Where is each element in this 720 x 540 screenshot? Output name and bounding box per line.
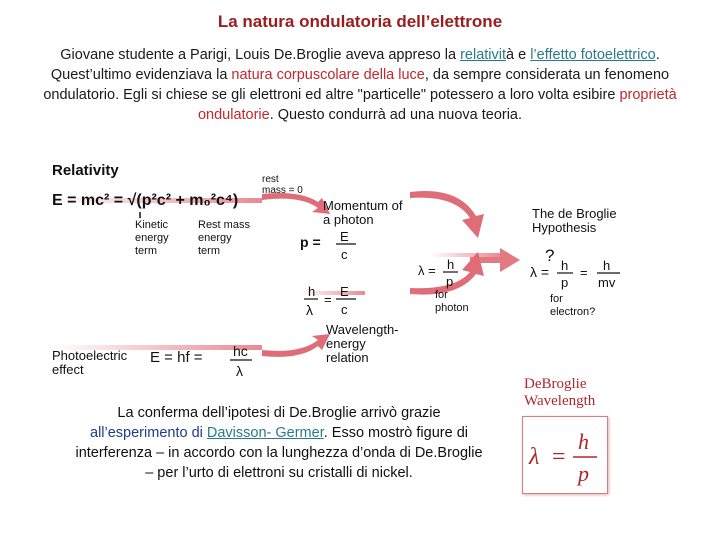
- equals-sign: =: [324, 292, 332, 307]
- davisson-germer-link[interactable]: Davisson- Germer: [206, 425, 324, 441]
- photoelectric-link[interactable]: l’effetto fotoelettrico: [530, 47, 656, 63]
- for-photon-note: for: [435, 289, 448, 301]
- wavelength-energy-label: relation: [326, 350, 369, 365]
- for-electron-note: for: [550, 293, 563, 305]
- conclusion-paragraph: [72, 403, 486, 483]
- fraction-numerator: h: [308, 284, 316, 299]
- fraction-denominator: λ: [306, 302, 313, 318]
- fraction-denominator: p: [446, 274, 454, 289]
- curved-arrow-icon: [410, 191, 484, 238]
- momentum-label: a photon: [323, 212, 374, 227]
- fraction-numerator: hc: [233, 343, 248, 359]
- lambda-symbol: λ: [529, 444, 540, 470]
- for-electron-note: electron?: [550, 306, 596, 318]
- fraction-denominator: λ: [236, 363, 243, 379]
- conclusion-text: La conferma dell’ipotesi di De.Broglie arrivò grazie: [117, 405, 441, 421]
- debroglie-equation: λ =: [530, 264, 550, 280]
- kinetic-term-label: term: [135, 245, 157, 257]
- intro-text: . Questo condurrà ad una nuova teoria.: [269, 107, 523, 123]
- debroglie-derivation-diagram: [0, 150, 720, 390]
- fraction-numerator: E: [340, 284, 349, 299]
- fraction-numerator: h: [603, 258, 611, 273]
- right-arrow-bar: [430, 253, 500, 257]
- fraction-numerator: h: [578, 429, 589, 454]
- wavelength-energy-label: Wavelength-: [326, 322, 399, 337]
- question-mark: ?: [545, 246, 555, 265]
- conclusion-text: all’esperimento di: [90, 425, 207, 441]
- highlight-corpuscular: natura corpuscolare della luce: [231, 67, 425, 83]
- equals-sign: =: [580, 265, 588, 280]
- momentum-label: Momentum of: [323, 198, 403, 213]
- rest-mass-term-label: Rest mass: [198, 219, 250, 231]
- fraction-denominator: p: [578, 461, 589, 486]
- photoelectric-equation: E = hf =: [150, 349, 203, 366]
- intro-text: . Quest’ultimo evidenziava la: [50, 47, 660, 83]
- intro-text: , da sempre considerata un fenomeno ondulatorio. Egli si chiese se gli elettroni ed altre "particelle" potessero a loro volta esibire: [43, 67, 670, 103]
- photoelectric-label: Photoelectric: [52, 348, 128, 363]
- kinetic-term-label: Kinetic: [135, 219, 169, 231]
- curved-arrow-icon: [262, 334, 330, 357]
- fraction-numerator: E: [340, 229, 349, 244]
- rest-mass-note: rest: [262, 174, 279, 185]
- debroglie-hypothesis-title: Hypothesis: [532, 220, 597, 235]
- page-title: La natura ondulatoria dell’elettrone: [217, 12, 503, 31]
- wavelength-energy-label: energy: [326, 336, 366, 351]
- fraction-numerator: h: [561, 258, 569, 273]
- fraction-denominator: c: [341, 302, 348, 317]
- intro-text: Giovane studente a Parigi, Louis De.Broglie aveva appreso la: [60, 47, 461, 63]
- relativity-link[interactable]: relativit: [460, 47, 507, 63]
- intro-text: à e: [506, 47, 531, 63]
- photoelectric-label: effect: [52, 362, 84, 377]
- rest-mass-term-label: energy: [198, 232, 232, 244]
- fraction-denominator: c: [341, 247, 348, 262]
- fraction-denominator: p: [561, 275, 569, 290]
- debroglie-wavelength-label: DeBroglie Wavelength: [524, 376, 596, 409]
- intro-paragraph: [30, 45, 690, 125]
- debroglie-formula: [523, 417, 607, 493]
- highlight-wave-properties: proprietà ondulatorie: [197, 87, 677, 123]
- kinetic-term-label: energy: [135, 232, 169, 244]
- debroglie-wavelength-box: [522, 416, 608, 494]
- debroglie-hypothesis-title: The de Broglie: [532, 206, 617, 221]
- rest-mass-term-label: term: [198, 245, 220, 257]
- curved-arrow-icon: [262, 193, 330, 214]
- relativity-equation: E = mc² = √(p²c² + m₀²c⁴): [52, 192, 239, 209]
- for-photon-note: photon: [435, 302, 469, 314]
- relativity-label: Relativity: [52, 162, 119, 179]
- momentum-equation: p =: [300, 234, 321, 250]
- rest-mass-note: mass = 0: [262, 185, 303, 196]
- fraction-numerator: h: [447, 257, 455, 272]
- conclusion-text: . Esso mostrò figure di interferenza – in accordo con la lunghezza d’onda di De.Broglie – per l’urto di elettroni su cristalli di nickel.: [75, 425, 483, 481]
- fraction-denominator: mv: [598, 275, 616, 290]
- equals-sign: =: [552, 444, 566, 470]
- photon-wavelength-equation: λ =: [418, 263, 436, 278]
